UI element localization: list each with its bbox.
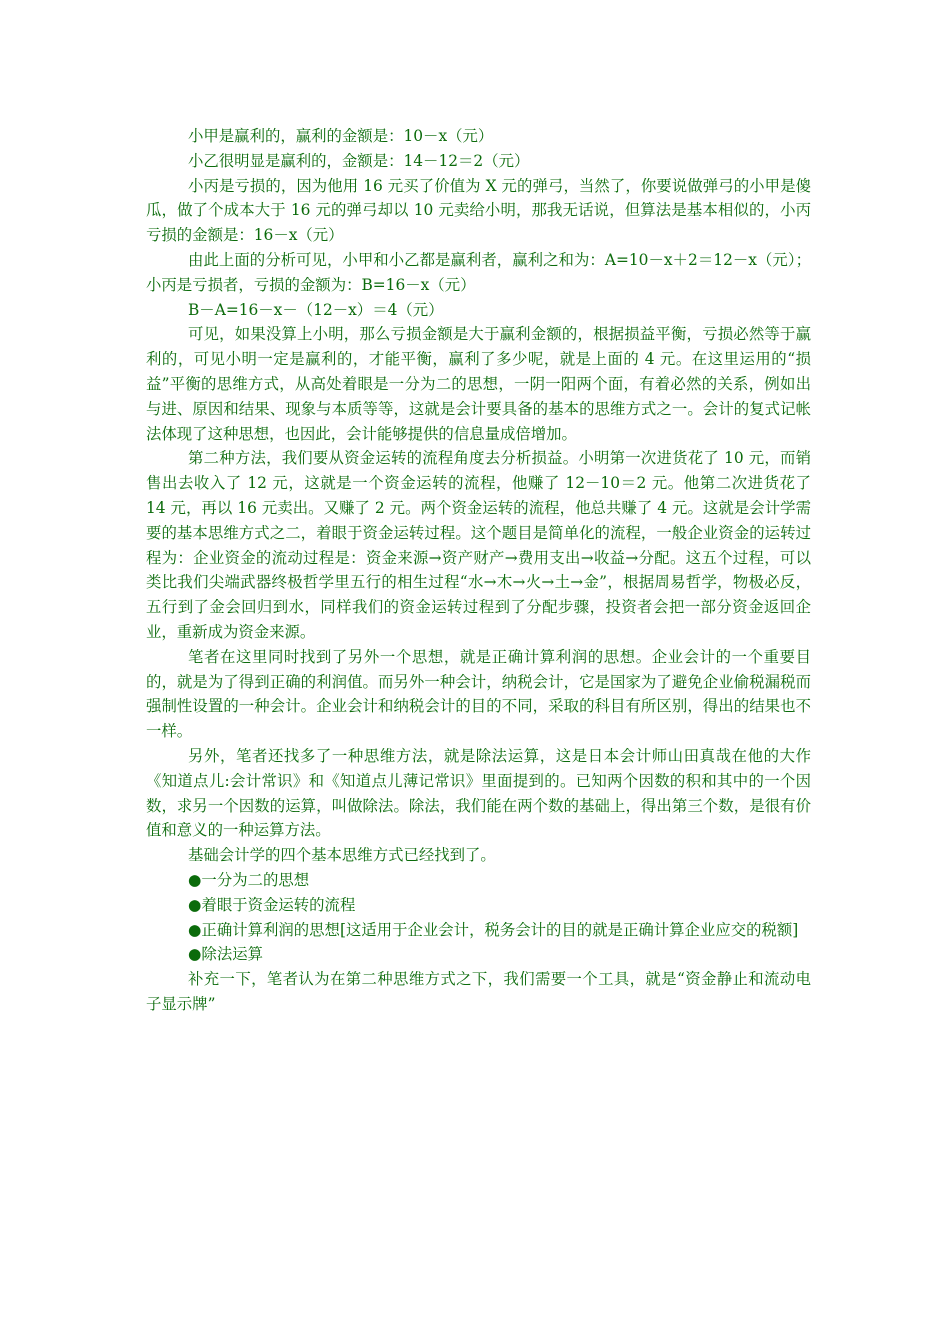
paragraph: 小乙很明显是赢利的，金额是：14－12＝2（元） [188,151,530,170]
paragraph: 可见，如果没算上小明，那么亏损金额是大于赢利金额的，根据损益平衡，亏损必然等于赢利的，可见小明一定是赢利的，才能平衡，赢利了多少呢，就是上面的 4 元。在这里运用的“损益”平衡的思维方式，从高处着眼是一分为二的思想，一阴一阳两个面，有着必然的关系，例如出与进、原因和结果、现象与本质等等，这就是会计要具备的基本的思维方式之一。会计的复式记帐法体现了这种思想，也因此，会计能够提供的信息量成倍增加。 [146,325,811,443]
paragraph: 由此上面的分析可见，小甲和小乙都是赢利者，赢利之和为：A=10－x＋2＝12－x（元）；小丙是亏损者，亏损的金额为：B=16－x（元） [146,250,811,294]
paragraph: 第二种方法，我们要从资金运转的流程角度去分析损益。小明第一次进货花了 10 元，而销售出去收入了 12 元，这就是一个资金运转的流程，他赚了 12－10＝2 元。他第二次进货花了 14 元，再以 16 元卖出。又赚了 2 元。两个资金运转的流程，他总共赚了 4 元。这就是会计学需要的基本思维方式之二，着眼于资金运转过程。这个题目是简单化的流程，一般企业资金的运转过程为：企业资金的流动过程是：资金来源→资产财产→费用支出→收益→分配。这五个过程，可以类比我们尖端武器终极哲学里五行的相生过程“水→木→火→土→金”，根据周易哲学，物极必反，五行到了金会回归到水，同样我们的资金运转过程到了分配步骤，投资者会把一部分资金返回企业，重新成为资金来源。 [146,449,811,641]
bullet-item: ●除法运算 [188,945,263,964]
paragraph: 小丙是亏损的，因为他用 16 元买了价值为 X 元的弹弓，当然了，你要说做弹弓的小甲是傻瓜，做了个成本大于 16 元的弹弓却以 10 元卖给小明，那我无话说，但算法是基本相似的，小丙亏损的金额是：16－x（元） [146,176,811,245]
paragraph: 小甲是赢利的，赢利的金额是：10－x（元） [188,127,494,145]
bullet-item: ●一分为二的思想 [188,870,310,889]
bullet-item: ●着眼于资金运转的流程 [188,895,356,914]
paragraph: 补充一下，笔者认为在第二种思维方式之下，我们需要一个工具，就是“资金静止和流动电子显示牌” [146,970,811,1013]
paragraph: 另外，笔者还找多了一种思维方法，就是除法运算，这是日本会计师山田真哉在他的大作《知道点儿:会计常识》和《知道点儿薄记常识》里面提到的。已知两个因数的积和其中的一个因数，求另一个因数的运算，叫做除法。除法，我们能在两个数的基础上，得出第三个数，是很有价值和意义的一种运算方法。 [146,746,811,840]
paragraph: 基础会计学的四个基本思维方式已经找到了。 [188,846,496,865]
document-body [146,124,811,1017]
paragraph: 笔者在这里同时找到了另外一个思想，就是正确计算利润的思想。企业会计的一个重要目的，就是为了得到正确的利润值。而另外一种会计，纳税会计，它是国家为了避免企业偷税漏税而强制性设置的一种会计。企业会计和纳税会计的目的不同，采取的科目有所区别，得出的结果也不一样。 [146,647,811,741]
bullet-item: ●正确计算利润的思想[这适用于企业会计，税务会计的目的就是正确计算企业应交的税额] [188,920,799,939]
formula-line: B－A=16－x－（12－x）＝4（元） [188,300,444,319]
